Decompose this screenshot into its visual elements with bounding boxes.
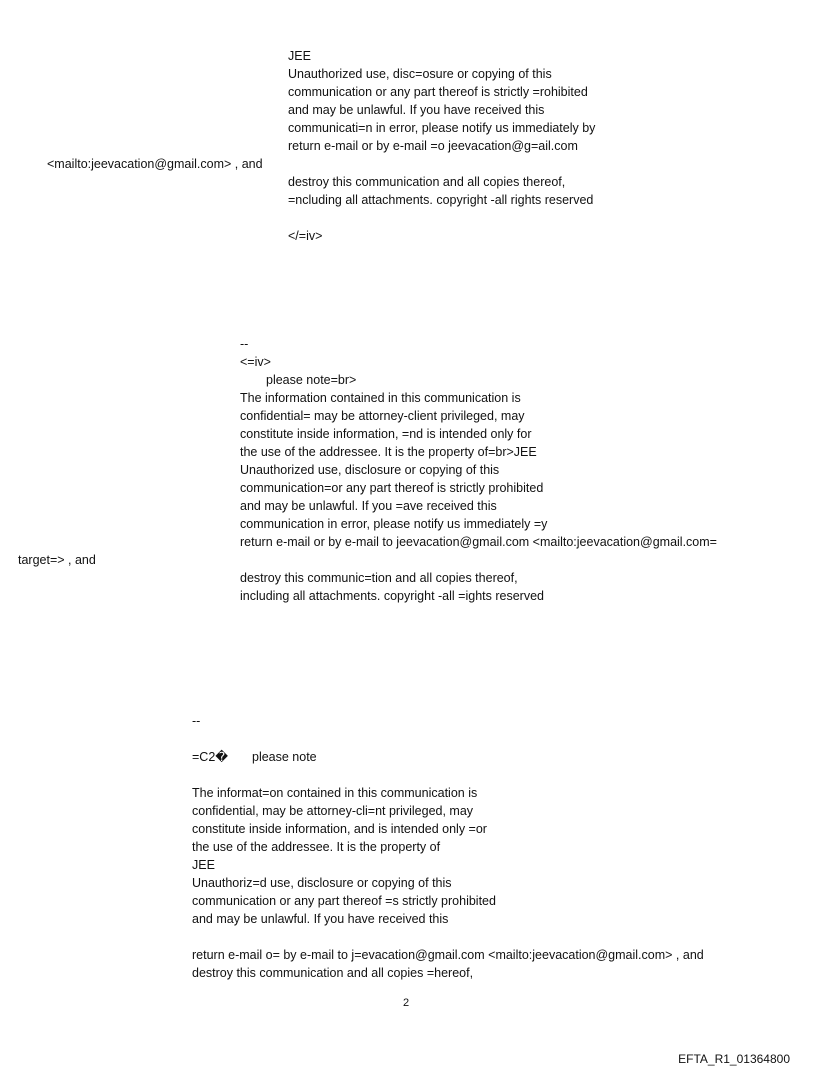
block2-line: constitute inside information, =nd is intended only for bbox=[240, 427, 532, 441]
block2-line: Unauthorized use, disclosure or copying of this bbox=[240, 463, 500, 477]
block2-target-line: target=> , and bbox=[18, 553, 96, 567]
block3-line: return e-mail o= by e-mail to j=evacation@gmail.com <mailto:jeevacation@gmail.com> , and bbox=[192, 948, 704, 962]
block2-line: destroy this communic=tion and all copies thereof, bbox=[240, 571, 518, 585]
block1-line: =ncluding all attachments. copyright -all rights reserved bbox=[288, 193, 594, 207]
block2-line: the use of the addressee. It is the property of=br>JEE bbox=[240, 445, 537, 459]
block1-line: communication or any part thereof is strictly =rohibited bbox=[288, 85, 588, 99]
block2-line: The information contained in this communication is bbox=[240, 391, 521, 405]
block3-line: The informat=on contained in this communication is bbox=[192, 786, 478, 800]
block2-line: and may be unlawful. If you =ave received this bbox=[240, 499, 497, 513]
block3-line: confidential, may be attorney-cli=nt privileged, may bbox=[192, 804, 474, 818]
document-id: EFTA_R1_01364800 bbox=[678, 1052, 790, 1066]
block2-line: communication=or any part thereof is strictly prohibited bbox=[240, 481, 544, 495]
block3-please-note: please note bbox=[252, 750, 317, 764]
block1-closing-tag: </=iv> bbox=[288, 229, 323, 243]
block3-line: communication or any part thereof =s strictly prohibited bbox=[192, 894, 496, 908]
block3-dashes: -- bbox=[192, 714, 201, 728]
block2-please-note: please note=br> bbox=[266, 373, 357, 387]
block1-line: destroy this communication and all copies thereof, bbox=[288, 175, 566, 189]
block3-line: and may be unlawful. If you have received this bbox=[192, 912, 449, 926]
block3-line: JEE bbox=[192, 858, 215, 872]
block1-mailto-line: <mailto:jeevacation@gmail.com> , and bbox=[47, 157, 263, 171]
block2-line: communication in error, please notify us immediately =y bbox=[240, 517, 548, 531]
block1-line: communicati=n in error, please notify us immediately by bbox=[288, 121, 596, 135]
block1-line: Unauthorized use, disc=osure or copying of this bbox=[288, 67, 552, 81]
block2-line: including all attachments. copyright -all =ights reserved bbox=[240, 589, 544, 603]
block3-line: Unauthoriz=d use, disclosure or copying of this bbox=[192, 876, 452, 890]
page-number: 2 bbox=[403, 997, 410, 1009]
block3-line: destroy this communication and all copies =hereof, bbox=[192, 966, 474, 980]
block1-line: JEE bbox=[288, 49, 311, 63]
block2-line: confidential= may be attorney-client privileged, may bbox=[240, 409, 525, 423]
block3-line: the use of the addressee. It is the property of bbox=[192, 840, 441, 854]
block2-line: return e-mail or by e-mail to jeevacation@gmail.com <mailto:jeevacation@gmail.com= bbox=[240, 535, 717, 549]
block3-c2-label: =C2� bbox=[192, 750, 229, 764]
block1-line: return e-mail or by e-mail =o jeevacation@g=ail.com bbox=[288, 139, 578, 153]
block3-line: constitute inside information, and is intended only =or bbox=[192, 822, 487, 836]
block1-line: and may be unlawful. If you have received this bbox=[288, 103, 545, 117]
block2-div-tag: <=iv> bbox=[240, 355, 271, 369]
block2-dashes: -- bbox=[240, 337, 249, 351]
